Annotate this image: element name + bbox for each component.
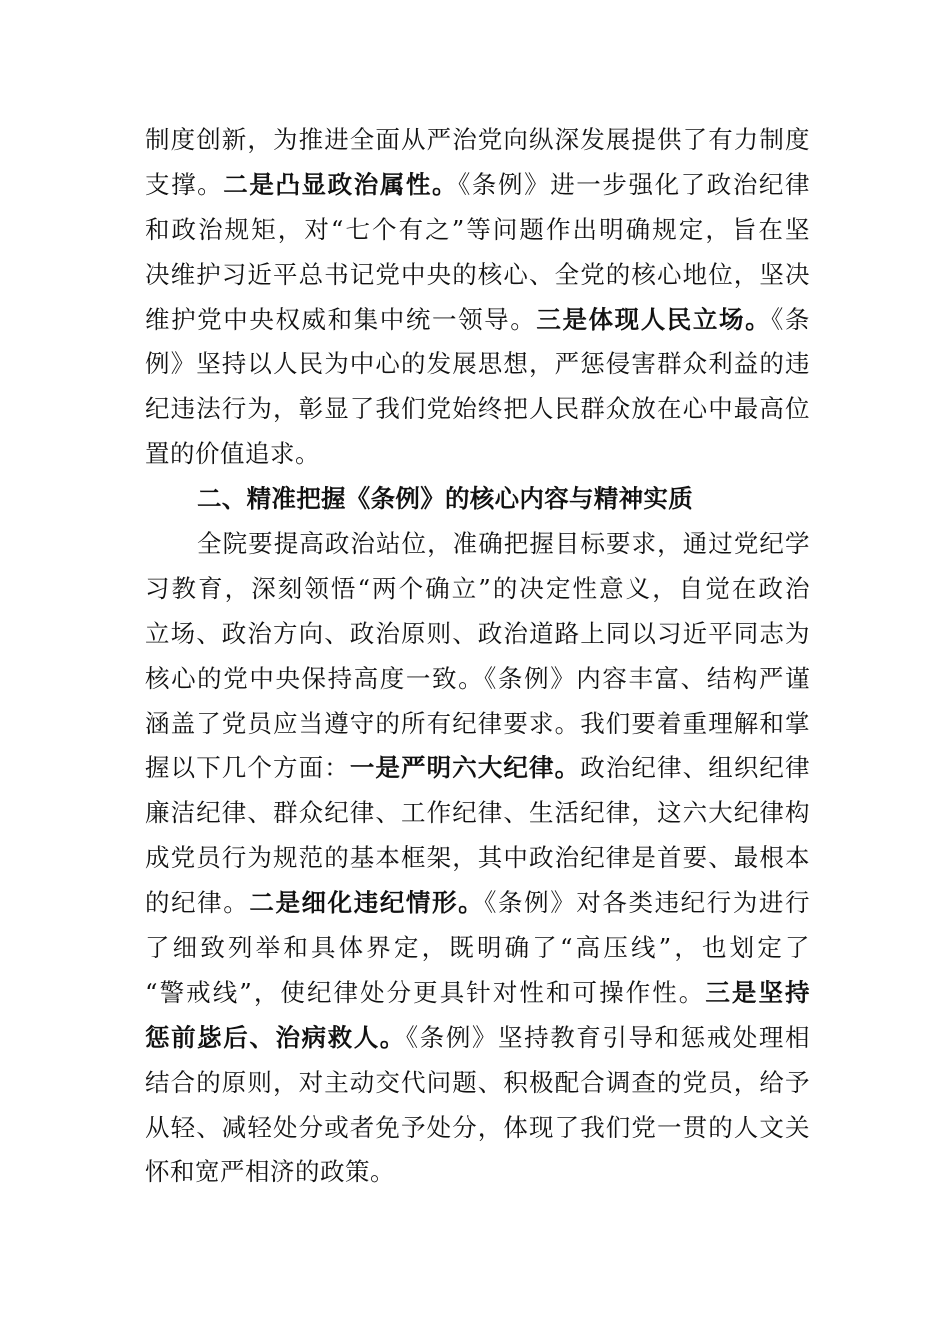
paragraph-line: [145, 971, 810, 1016]
bold-point-title: 二是凸显政治属性。: [223, 169, 459, 199]
bold-point-title: 二是细化违纪情形。: [249, 888, 485, 918]
paragraph-line: 核心的党中央保持高度一致。《条例》内容丰富、结构严谨: [145, 663, 810, 693]
text-run: 《条例》进一步强化了政治纪律: [458, 169, 811, 199]
text-run: 握以下几个方面：: [145, 753, 350, 783]
text-run: 的纪律。: [145, 888, 250, 918]
paragraph-line: 了细致列举和具体界定，既明确了“高压线”，也划定了: [145, 933, 810, 963]
paragraph-line: 怀和宽严相济的政策。: [145, 1157, 395, 1187]
paragraph-line: 置的价值追求。: [145, 439, 320, 469]
section-heading: 二、精准把握《条例》的核心内容与精神实质: [197, 484, 693, 514]
text-run: 支撑。: [145, 169, 224, 199]
text-run: 《条例》对各类违纪行为进行: [484, 888, 811, 918]
paragraph-line: 从轻、减轻处分或者免予处分，体现了我们党一贯的人文关: [145, 1112, 810, 1142]
paragraph-line: 例》坚持以人民为中心的发展思想，严惩侵害群众利益的违: [145, 349, 810, 379]
paragraph-line: 纪违法行为，彰显了我们党始终把人民群众放在心中最高位: [145, 394, 810, 424]
paragraph-line: 和政治规矩，对“七个有之”等问题作出明确规定，旨在坚: [145, 214, 810, 244]
paragraph-line: [145, 163, 810, 208]
text-run: “警戒线”，使纪律处分更具针对性和可操作性。: [145, 977, 706, 1007]
text-run: 《条: [771, 304, 811, 334]
bold-point-title: 一是严明六大纪律。: [349, 753, 581, 783]
paragraph-line: 全院要提高政治站位，准确把握目标要求，通过党纪学: [197, 529, 810, 559]
paragraph-line: 涵盖了党员应当遵守的所有纪律要求。我们要着重理解和掌: [145, 708, 810, 738]
paragraph-line: [145, 298, 810, 343]
bold-point-title: 三是坚持: [705, 977, 811, 1007]
paragraph-line: [145, 746, 810, 791]
text-run: 维护党中央权威和集中统一领导。: [145, 304, 537, 334]
paragraph-line: [145, 1016, 810, 1061]
paragraph-line: 廉洁纪律、群众纪律、工作纪律、生活纪律，这六大纪律构: [145, 798, 810, 828]
paragraph-line: 立场、政治方向、政治原则、政治道路上同以习近平同志为: [145, 618, 810, 648]
document-body: [145, 118, 810, 1195]
bold-point-title: 三是体现人民立场。: [536, 304, 772, 334]
paragraph-line: 成党员行为规范的基本框架，其中政治纪律是首要、最根本: [145, 843, 810, 873]
text-run: 《条例》坚持教育引导和惩戒处理相: [405, 1022, 811, 1052]
paragraph-line: 决维护习近平总书记党中央的核心、全党的核心地位，坚决: [145, 259, 810, 289]
paragraph-line: 习教育，深刻领悟“两个确立”的决定性意义，自觉在政治: [145, 573, 810, 603]
text-run: 政治纪律、组织纪律: [580, 753, 811, 783]
paragraph-line: 结合的原则，对主动交代问题、积极配合调查的党员，给予: [145, 1067, 810, 1097]
paragraph-line: 制度创新，为推进全面从严治党向纵深发展提供了有力制度: [145, 125, 810, 154]
paragraph-line: [145, 881, 810, 926]
bold-point-title: 惩前毖后、治病救人。: [145, 1022, 406, 1052]
